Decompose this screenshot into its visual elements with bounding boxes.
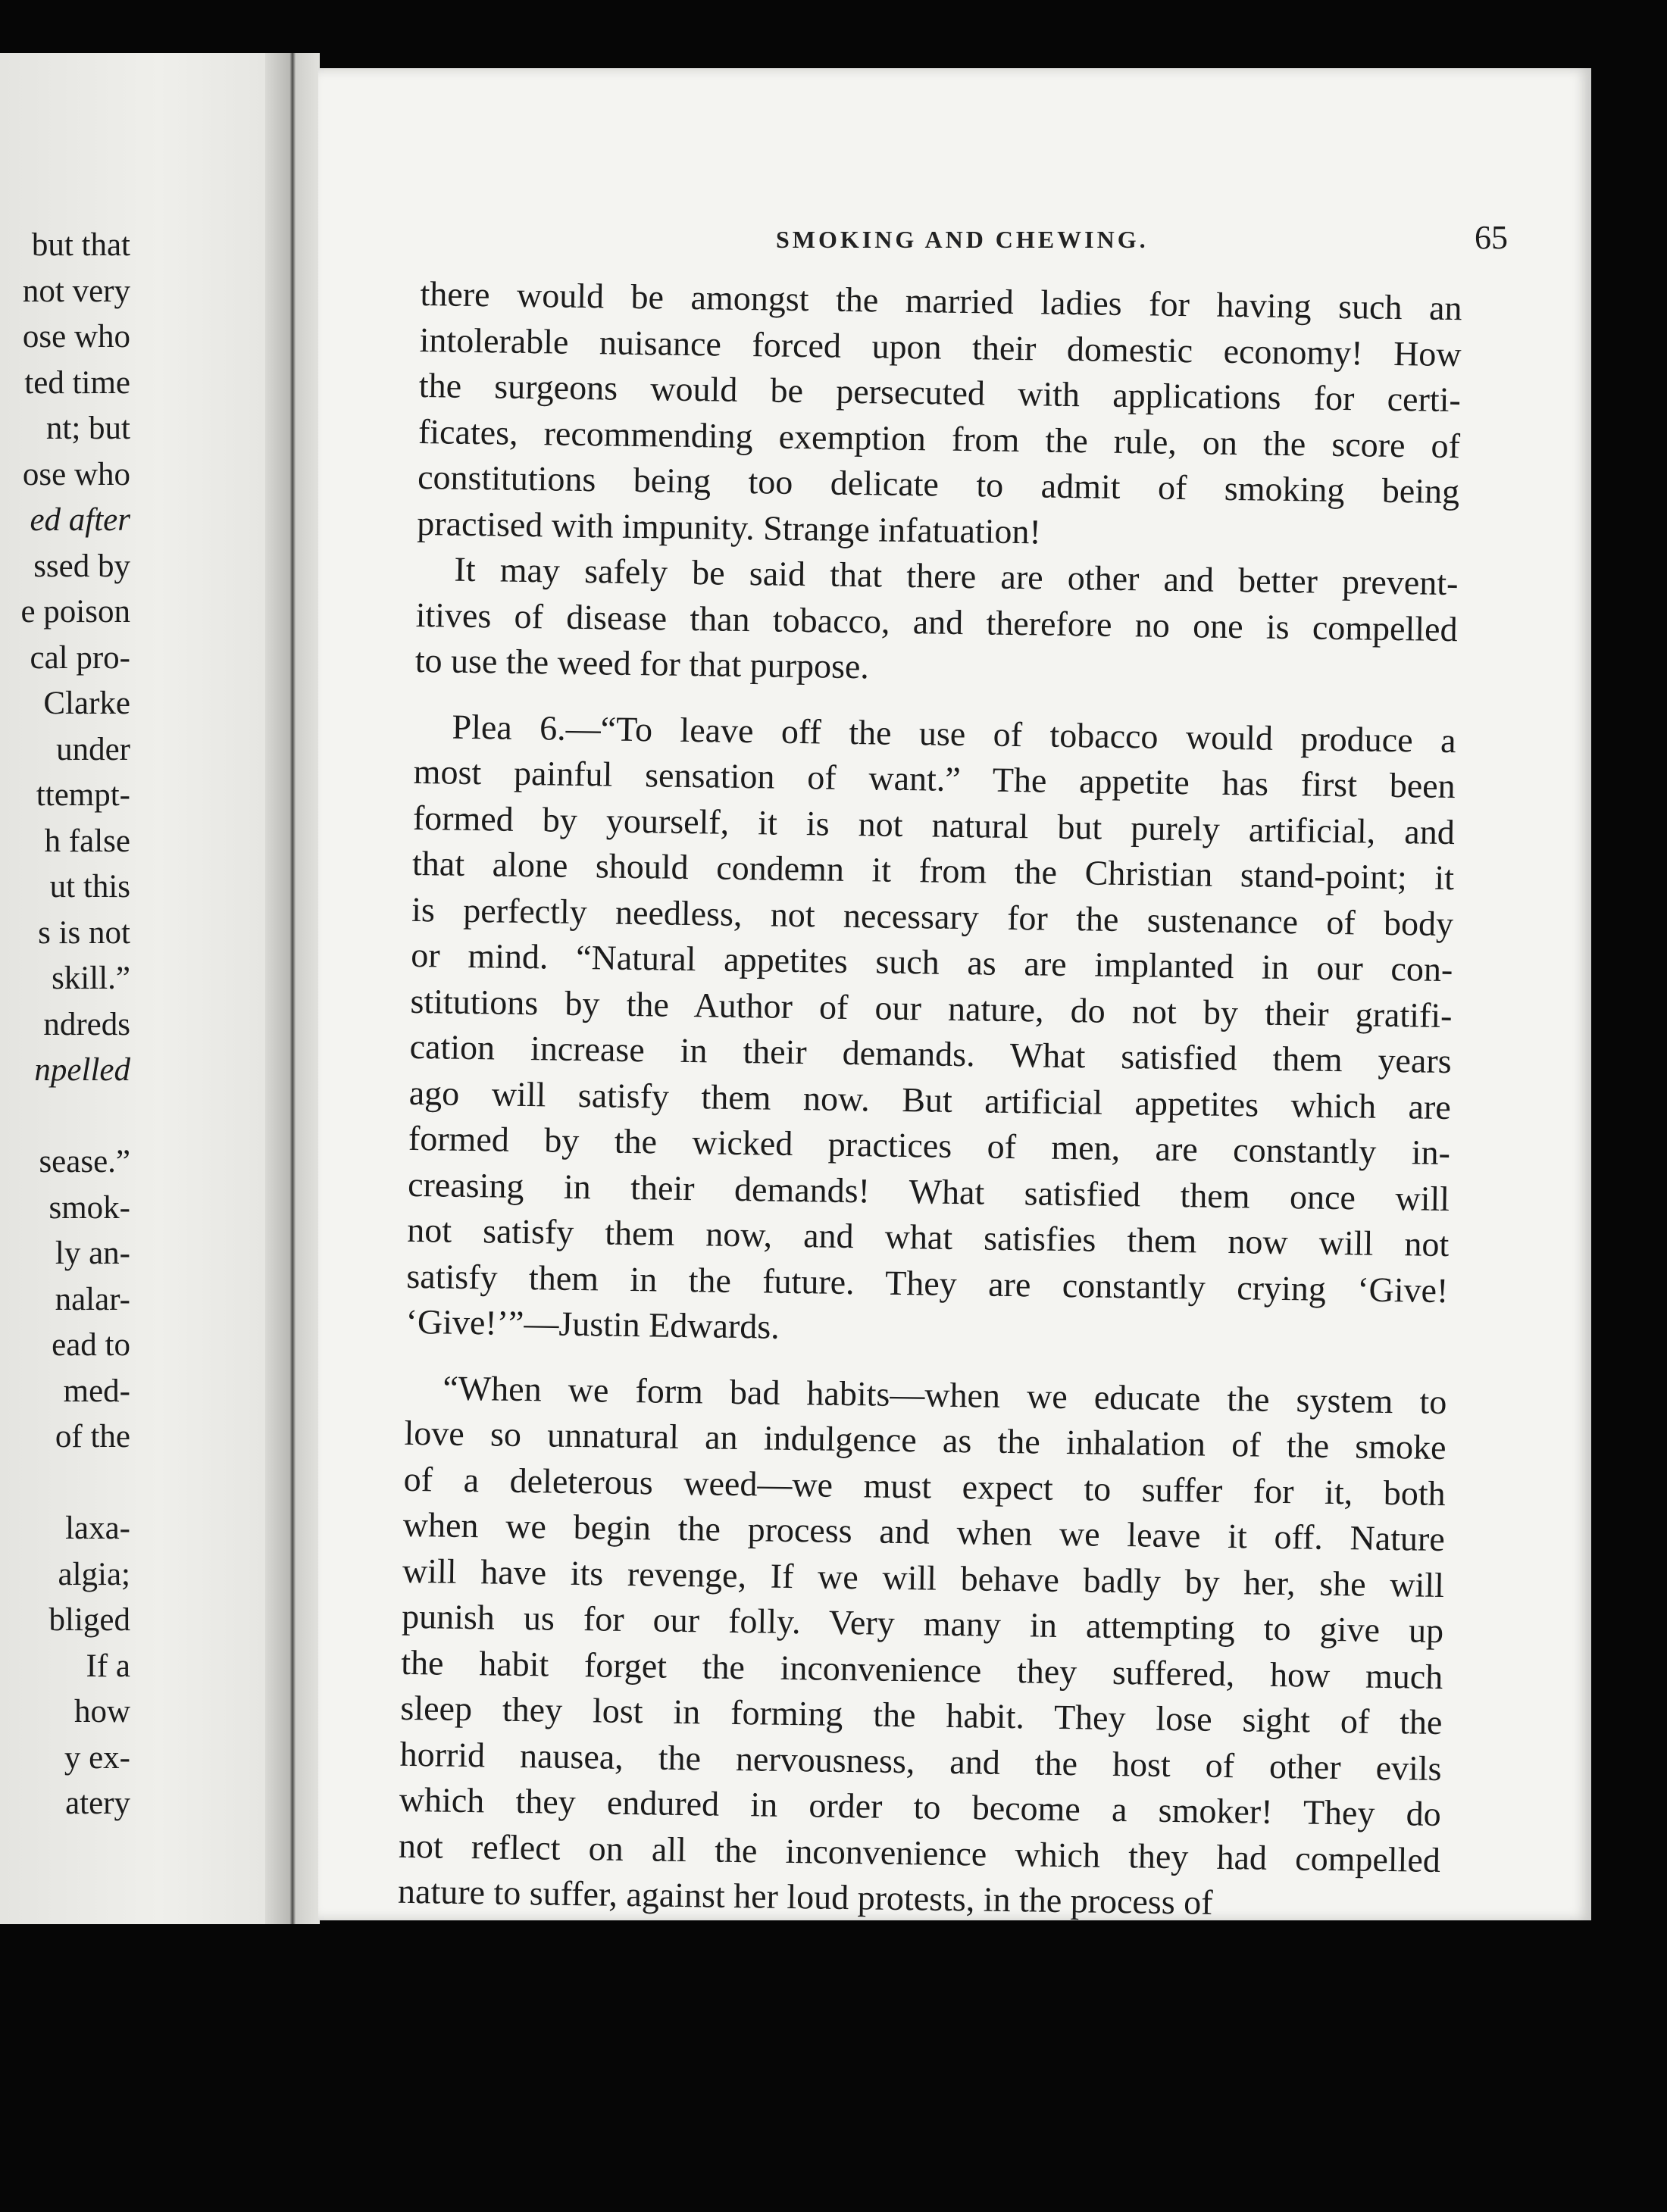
paragraph [405, 703, 1456, 1359]
text-line: formed by the wicked practices of men, are constantly in- [408, 1118, 1451, 1173]
text-line: “When we form bad habits—when we educate the system to [443, 1368, 1447, 1421]
text-line: sleep they lost in forming the habit. They lose sight of the [400, 1688, 1443, 1742]
paragraph [414, 546, 1458, 698]
text-line: satisfy them in the future. They are constantly crying ‘Give! [406, 1256, 1449, 1310]
page-body [398, 271, 1462, 1929]
left-text-line: ose who [22, 456, 130, 492]
left-text-line: how [73, 1694, 130, 1729]
left-text-line: but that [31, 227, 130, 263]
page-number: 65 [1475, 219, 1508, 256]
left-text-line: cal pro- [30, 639, 130, 676]
left-text-line: s is not [38, 914, 130, 951]
left-text-line: y ex- [64, 1739, 130, 1776]
text-line: will have its revenge, If we will behave badly by her, she will [402, 1551, 1445, 1604]
text-line: most painful sensation of want.” The appetite has first been [413, 751, 1456, 806]
text-line: is perfectly needless, not necessary for the sustenance of body [411, 889, 1454, 943]
text-line: Plea 6.—“To leave off the use of tobacco would produce a [452, 707, 1456, 760]
text-line: which they endured in order to become a smoker! They do [399, 1779, 1442, 1833]
left-text-line: ted time [24, 364, 130, 401]
left-text-line: skill.” [52, 961, 130, 996]
text-line: constitutions being too delicate to admit of smoking being [417, 457, 1460, 511]
left-text-line: bliged [48, 1602, 130, 1638]
left-text-line: smok- [48, 1189, 130, 1226]
left-text-line: algia; [58, 1556, 130, 1592]
left-text-line: If a [86, 1648, 130, 1684]
text-line: or mind. “Natural appetites such as are implanted in our con- [411, 935, 1453, 989]
text-line: when we begin the process and when we leave it off. Nature [402, 1504, 1446, 1559]
left-text-line: ssed by [33, 548, 130, 584]
text-line: ago will satisfy them now. But artificial appetites which are [408, 1073, 1452, 1126]
text-line: not satisfy them now, and what satisfies them now will not [406, 1210, 1450, 1264]
paragraph [398, 1364, 1447, 1929]
page-gutter [265, 53, 320, 1924]
left-text-line: e poison [20, 594, 130, 630]
left-page-text [0, 223, 130, 1827]
text-line: love so unnatural an indulgence as the inhalation of the smoke [404, 1413, 1447, 1467]
left-text-line: ly an- [55, 1236, 130, 1271]
left-text-line: of the [55, 1419, 130, 1454]
left-text-line: ndreds [43, 1006, 130, 1042]
left-text-line: atery [65, 1786, 130, 1821]
left-text-line: ose who [22, 319, 130, 355]
left-text-line: laxa- [65, 1511, 130, 1546]
left-text-line: npelled [34, 1052, 130, 1088]
text-line: the surgeons would be persecuted with applications for certi- [418, 365, 1462, 420]
text-line: creasing in their demands! What satisfied them once will [407, 1164, 1450, 1218]
left-text-line: med- [63, 1373, 130, 1409]
text-line: the habit forget the inconvenience they suffered, how much [401, 1642, 1443, 1696]
left-text-line: not very [22, 273, 130, 309]
left-text-line: ut this [49, 869, 130, 904]
left-page [0, 53, 265, 1924]
text-line: practised with impunity. Strange infatuation! [417, 503, 1042, 551]
left-text-line: Clarke [43, 686, 130, 721]
left-text-line [0, 1094, 130, 1140]
text-line: nature to suffer, against her loud protests, in the process of [397, 1871, 1213, 1922]
left-text-line: nt; but [45, 411, 130, 446]
left-text-line: nalar- [55, 1281, 130, 1317]
text-line: that alone should condemn it from the Christian stand-point; it [411, 843, 1455, 898]
text-line: ficates, recommending exemption from the rule, on the score of [418, 411, 1461, 465]
text-line: intolerable nuisance forced upon their domestic economy! How [419, 320, 1462, 373]
text-line: itives of disease than tobacco, and therefore no one is compelled [415, 595, 1458, 648]
left-text-line: h false [44, 823, 130, 859]
left-text-line: ttempt- [36, 777, 130, 813]
text-line: ‘Give!’”—Justin Edwards. [405, 1301, 780, 1346]
running-head: SMOKING AND CHEWING. [776, 226, 1149, 253]
text-line: to use the weed for that purpose. [414, 640, 870, 686]
left-text-line [0, 1461, 130, 1507]
left-text-line: ead to [52, 1327, 130, 1363]
left-text-line: ed after [30, 502, 130, 538]
paragraph [417, 271, 1462, 561]
text-line: of a deleterous weed—we must expect to suffer for it, both [403, 1459, 1446, 1513]
text-line: formed by yourself, it is not natural but purely artificial, and [412, 798, 1456, 851]
text-line: It may safely be said that there are other and better prevent- [454, 549, 1459, 603]
left-text-line: under [56, 731, 130, 767]
text-line: cation increase in their demands. What satisfied them years [409, 1026, 1452, 1081]
text-line: there would be amongst the married ladies for having such an [420, 273, 1462, 328]
text-line: horrid nausea, the nervousness, and the host of other evils [399, 1734, 1442, 1788]
text-line: stitutions by the Author of our nature, do not by their gratifi- [410, 981, 1453, 1035]
left-text-line: sease.” [39, 1144, 130, 1179]
text-line: not reflect on all the inconvenience which they had compelled [398, 1826, 1441, 1879]
text-line: punish us for our folly. Very many in attempting to give up [401, 1596, 1444, 1651]
